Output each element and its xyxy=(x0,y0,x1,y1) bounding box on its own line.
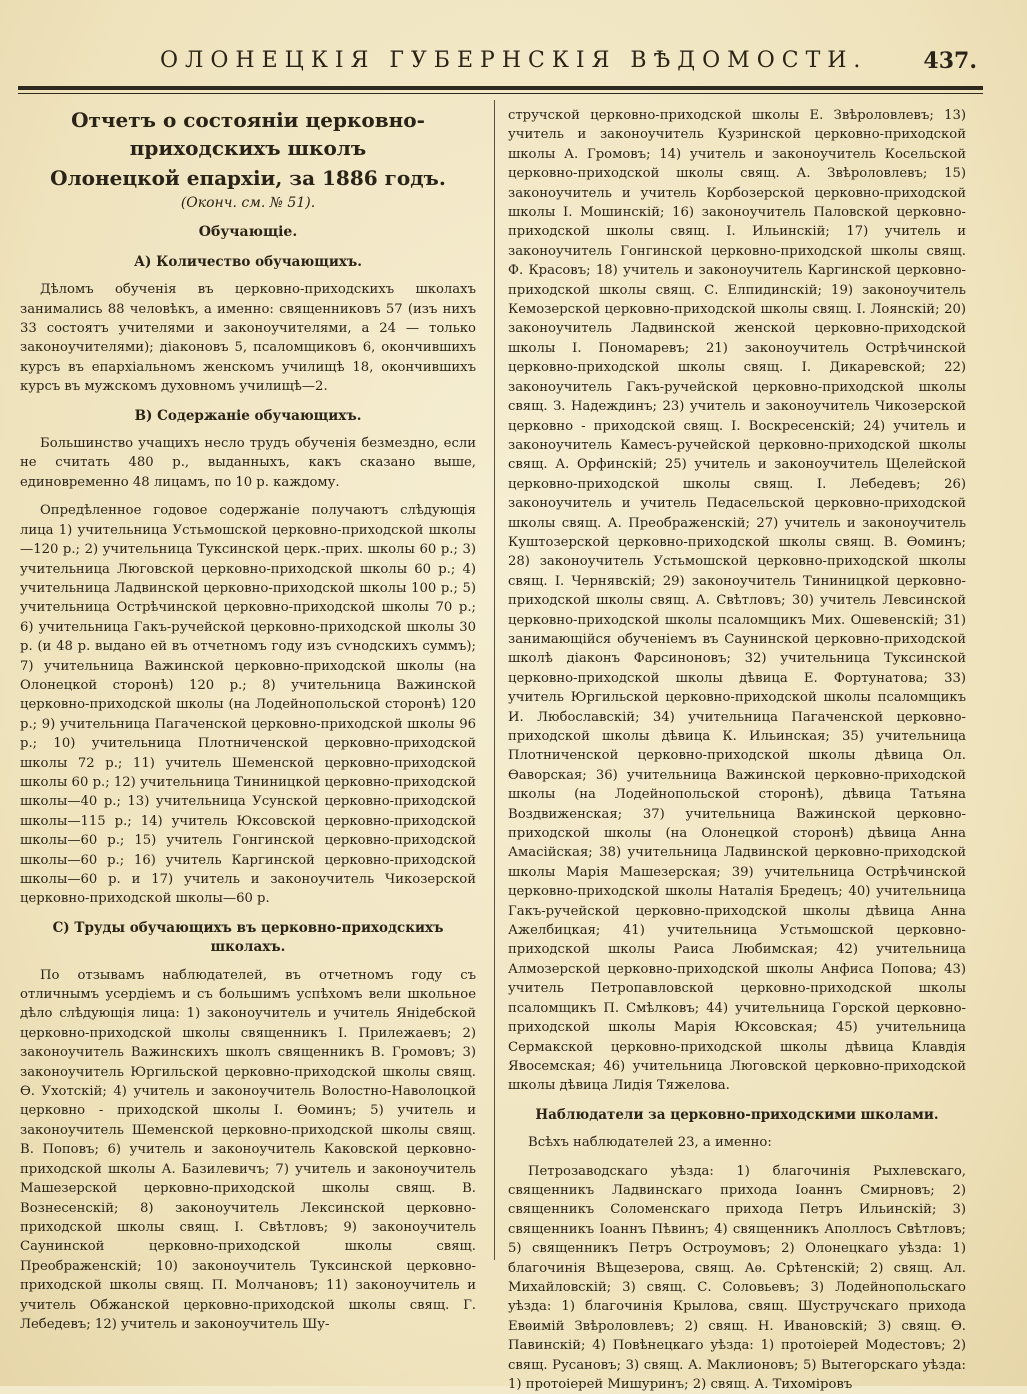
observers-heading: Наблюдатели за церковно-приходскими школами. xyxy=(535,1106,939,1123)
paragraph-teachers-count: Дѣломъ обученія въ церковно-приходскихъ школахъ занимались 88 человѣкъ, а именно: священниковъ 57 (изъ нихъ 33 состоятъ учителями и законоучителями, а 24 — только законоучителями); діаконовъ 5, псаломщиковъ 6, окончившихъ курсъ въ епархіальномъ женскомъ училищѣ 18, окончившихъ курсъ въ мужскомъ духовномъ училищѣ—2. xyxy=(20,282,476,395)
header-rule-thick xyxy=(18,86,983,90)
subsection-heading-a: А) Количество обучающихъ. xyxy=(134,253,362,270)
paragraph-teachers-list-continued: стручской церковно-приходской школы Е. Звѣроловлевъ; 13) учитель и законоучитель Кузринской церковно-приходской школы А. Громовъ; 14) учитель и законоучитель Косельской церковно-приходской школы свящ. А. Звѣроловлевъ; 15) законоучитель и учитель Корбозерской церковно-приходской школы І. Мошинскій; 16) законоучитель Паловской церковно-приходской школы свящ. І. Ильинскій; 17) учитель и законоучитель Гонгинской церковно-приходской школы свящ. Ф. Красовъ; 18) учитель и законоучитель Каргинской церковно-приходской школы свящ. С. Елпидинскій; 19) законоучитель Кемозерской церковно-приходской школы свящ. І. Лоянскій; 20) законоучитель Ладвинской женской церковно-приходской школы І. Пономаревъ; 21) законоучитель Острѣчинской церковно-приходской школы свящ. І. Дикаревской; 22) законоучитель Гакъ-ручейской церковно-приходской школы свящ. З. Надеждинъ; 23) учитель и законоучитель Чикозерской церковно - приходской свящ. І. Воскресенскій; 24) учитель и законоучитель Камесъ-ручейской церковно-приходской школы свящ. А. Орфинскій; 25) учитель и законоучитель Щелейской церковно-приходской школы свящ. І. Лебедевъ; 26) законоучитель и учитель Педасельской церковно-приходской школы свящ. А. Преображенскій; 27) учитель и законоучитель Куштозерской церковно-приходской школы свящ. В. Ѳоминъ; 28) законоучитель Устьмошской церковно-приходской школы свящ. І. Чернявскій; 29) законоучитель Тининицкой церковно-приходской школы свящ. А. Свѣтловъ; 30) учитель Левсинской церковно-приходской школы псаломщикъ Мих. Ошевенскій; 31) занимающійся обученіемъ въ Саунинской церковно-приходской школѣ діаконъ Фарсиноновъ; 32) учительница Туксинской церковно-приходской школы дѣвица Е. Фортунатова; 33) учитель Юргильской церковно-приходской школы псаломщикъ И. Любославскій; 34) учительница Пагаченской церковно-приходской школы дѣвица К. Ильинская; 35) учительница Плотниченской церковно-приходской школы дѣвица Ол. Ѳаворская; 36) учительница Важинской церковно-приходской школы (на Лодейнопольской сторонѣ), дѣвица Татьяна Воздвиженская; 37) учительница Важинской церковно-приходской школы (на Олонецкой сторонѣ) дѣвица Анна Амасійская; 38) учительница Ладвинской церковно-приходской школы Марія Машезерская; 39) учительница Острѣчинской церковно-приходской школы Наталія Бредецъ; 40) учительница Гакъ-ручейской церковно-приходской школы дѣвица Анна Ажелбицкая; 41) учительница Устьмошской церковно-приходской школы Раиса Любимская; 42) учительница Алмозерской церковно-приходской школы Анфиса Попова; 43) учитель Петропавловской церковно-приходской школы псаломщикъ П. Смѣлковъ; 44) учительница Горской церковно-приходской школы Марія Юксовская; 45) учительница Сермакской церковно-приходской школы дѣвица Клавдія Явосемская; 46) учительница Люговской церковно-приходской школы дѣвица Лидія Тяжелова. xyxy=(508,108,966,1094)
column-divider xyxy=(494,100,495,1260)
subsection-heading-b: В) Содержаніе обучающихъ. xyxy=(134,407,362,424)
page-number: 437. xyxy=(923,48,977,74)
subsection-heading-c: С) Труды обучающихъ въ церковно-приходскихъ школахъ. xyxy=(52,919,444,956)
observers-intro: Всѣхъ наблюдателей 23, а именно: xyxy=(528,1135,772,1151)
page-header xyxy=(20,46,987,80)
article-subtitle: (Оконч. см. № 51). xyxy=(180,195,316,211)
paragraph-teachers-work: По отзывамъ наблюдателей, въ отчетномъ году съ отличнымъ усердіемъ и съ большимъ успѣхомъ вели школьное дѣло слѣдующія лица: 1) законоучитель и учитель Янідебской церковно-приходской школы священникъ І. Прилежаевъ; 2) законоучитель Важинскихъ школъ священникъ В. Громовъ; 3) законоучитель Юргильской церковно-приходской школы свящ. Ѳ. Ухотскій; 4) учитель и законоучитель Волостно-Наволоцкой церковно - приходской школы І. Ѳоминъ; 5) учитель и законоучитель Шеменской церковно-приходской школы свящ. В. Поповъ; 6) учитель и законоучитель Каковской церковно-приходской школы А. Базилевичъ; 7) учитель и законоучитель Машезерской церковно-приходской школы свящ. В. Вознесенскій; 8) законоучитель Лексинской церковно-приходской школы свящ. І. Свѣтловъ; 9) законоучитель Саунинской церковно-приходской школы свящ. Преображенскій; 10) законоучитель Туксинской церковно-приходской школы свящ. П. Молчановъ; 11) законоучитель и учитель Обжанской церковно-приходской школы свящ. Г. Лебедевъ; 12) учитель и законоучитель Шу- xyxy=(20,967,476,1332)
newspaper-title: ОЛОНЕЦКІЯ ГУБЕРНСКІЯ ВѢДОМОСТИ. xyxy=(160,48,868,73)
paragraph-teachers-salary-1: Большинство учащихъ несло трудъ обученія безмездно, если не считать 480 р., выданныхъ, какъ сказано выше, единовременно 48 лицамъ, по 10 р. каждому. xyxy=(20,436,476,490)
right-column xyxy=(508,106,966,1394)
article-title-line1: Отчетъ о состояніи церковно-приходскихъ школъ xyxy=(71,108,425,160)
section-heading: Обучающіе. xyxy=(198,224,298,241)
paragraph-teachers-salary-2: Опредѣленное годовое содержаніе получаютъ слѣдующія лица 1) учительница Устьмошской церковно-приходской школы —120 р.; 2) учительница Туксинской церк.-прих. школы 60 р.; 3) учительница Люговской церковно-приходской школы 60 р.; 4) учительница Ладвинской церковно-приходской школы 100 р.; 5) учительница Острѣчинской церковно-приходской школы 70 р.; 6) учительница Гакъ-ручейской церковно-приходской школы 30 р. (и 48 р. выдано ей въ отчетномъ году изъ сѵнодскихъ суммъ); 7) учительница Важинской церковно-приходской школы (на Олонецкой сторонѣ) 120 р.; 8) учительница Важинской церковно-приходской школы (на Лодейнопольской сторонѣ) 120 р.; 9) учительница Пагаченской церковно-приходской школы 96 р.; 10) учительница Плотниченской церковно-приходской школы 72 р.; 11) учитель Шеменской церковно-приходской школы 60 р.; 12) учительница Тининицкой церковно-приходской школы—40 р.; 13) учительница Усунской церковно-приходской школы—115 р.; 14) учитель Юксовской церковно-приходской школы—60 р.; 15) учитель Гонгинской церковно-приходской школы—60 р.; 16) учитель Каргинской церковно-приходской школы—60 р. и 17) учитель и законоучитель Чикозерской церковно-приходской школы—60 р. xyxy=(20,503,476,907)
observers-list: Петрозаводскаго уѣзда: 1) благочинія Рыхлевскаго, священникъ Ладвинскаго прихода Іоаннъ Смирновъ; 2) священникъ Соломенскаго прихода Петръ Ильинскій; 3) священникъ Іоаннъ Пѣвинъ; 4) священникъ Аполлосъ Свѣтловъ; 5) священникъ Петръ Остроумовъ; 2) Олонецкаго уѣзда: 1) благочинія Вѣщезерова, свящ. Аѳ. Срѣтенскій; 2) свящ. Ал. Михайловскій; 3) свящ. С. Соловьевъ; 3) Лодейнопольскаго уѣзда: 1) благочинія Крылова, свящ. Шустручскаго прихода Евѳимій Звѣроловлевъ; 2) свящ. Н. Ивановскій; 3) свящ. Ѳ. Павинскій; 4) Повѣнецкаго уѣзда: 1) протоіерей Модестовъ; 2) свящ. Русановъ; 3) свящ. А. Маклионовъ; 5) Вытегорскаго уѣзда: 1) протоіерей Мишуринъ; 2) свящ. А. Тихоміровъ xyxy=(508,1163,966,1392)
article-title-line2: Олонецкой епархіи, за 1886 годъ. xyxy=(50,166,446,190)
header-rule-thin xyxy=(18,93,983,94)
left-column xyxy=(20,106,476,1334)
